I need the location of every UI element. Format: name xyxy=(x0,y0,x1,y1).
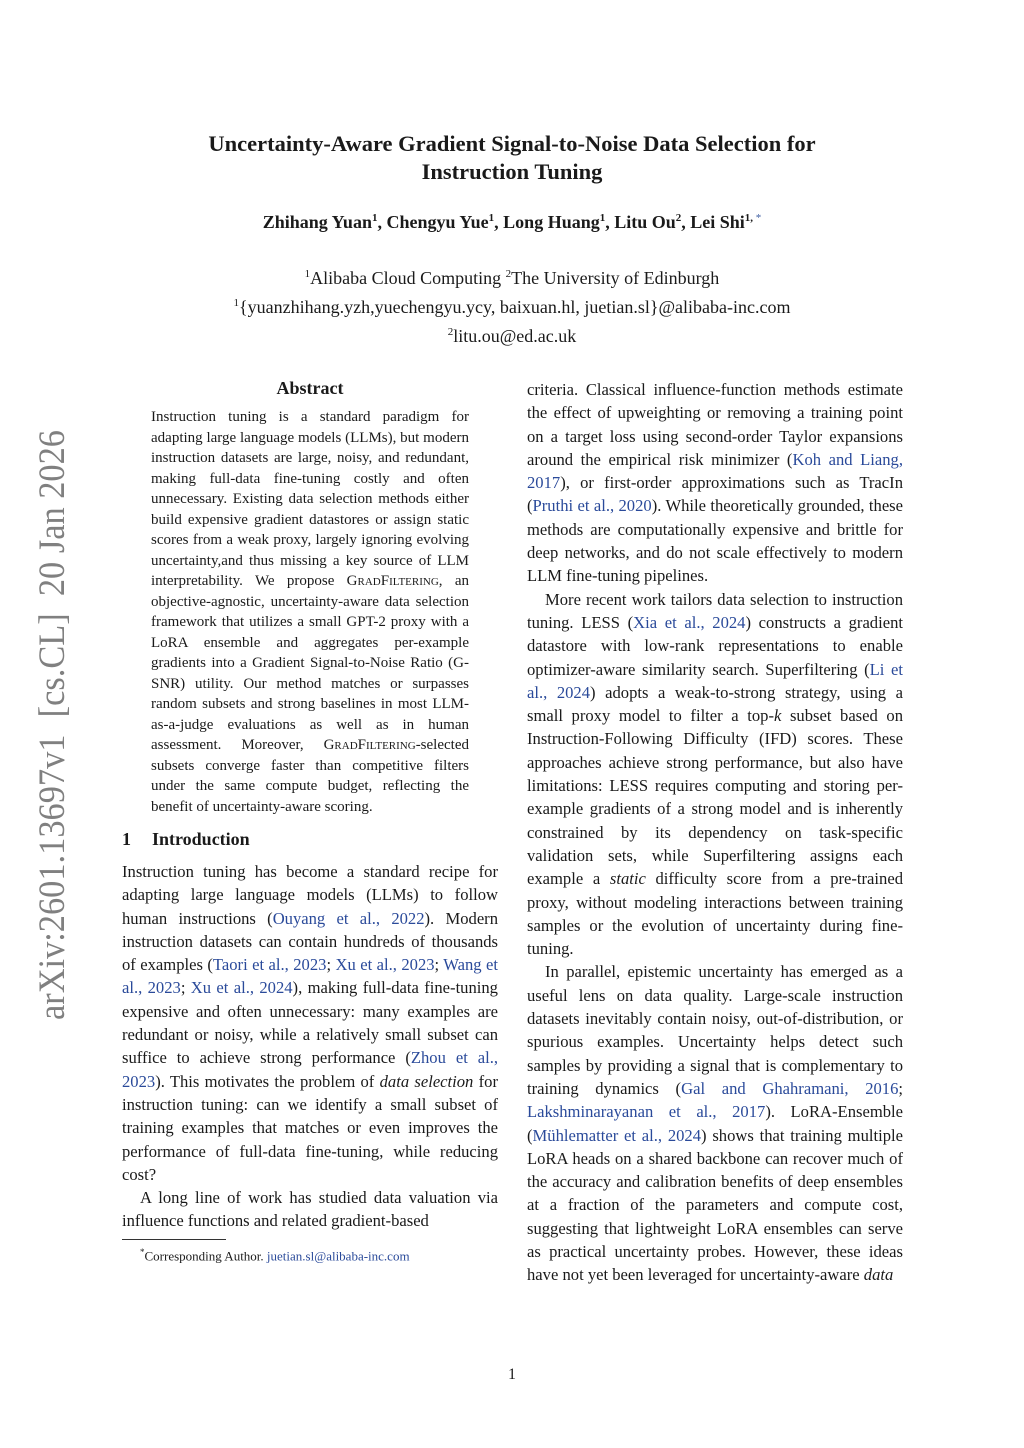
abstract-body: Instruction tuning is a standard paradigm for adapting large language models (LLMs), but modern instruction datasets are large, noisy, and redundant, making full-data fine-tuning costly and often unnecessary. Existing data selection methods either build expensive gradient datastores or assign static scores from a weak proxy, largely ignoring evolving uncertainty,and thus missing a key source of LLM interpretability. We propose GradFiltering, an objective-agnostic, uncertainty-aware data selection framework that utilizes a small GPT-2 proxy with a LoRA ensemble and aggregates per-example gradients into a Gradient Signal-to-Noise Ratio (G-SNR) utility. Our method matches or surpasses random subsets and strong baselines in most LLM-as-a-judge evaluations as well as in human assessment. Moreover, GradFiltering-selected subsets converge faster than competitive filters under the same compute budget, reflecting the benefit of uncertainty-aware scoring. xyxy=(151,409,469,815)
author-list: Zhihang Yuan$^1$, Chengyu Yue$^1$, Long Huang$^1$, Litu Ou$^2$, Lei Shi$^{1, *}$ xyxy=(262,212,762,232)
citation-link[interactable]: Xu et al., 2024 xyxy=(190,978,293,998)
arxiv-identifier xyxy=(26,430,76,1020)
footnote-divider xyxy=(122,1239,226,1240)
author-name: Zhihang Yuan xyxy=(262,212,372,232)
method-name: GradFiltering xyxy=(346,573,439,589)
citation-link[interactable]: Taori et al., 2023 xyxy=(212,955,327,975)
author-affil-sup: 1 xyxy=(599,212,606,224)
citation-link[interactable]: Li et al., 2024 xyxy=(527,659,903,702)
author-affil-sup: 2 xyxy=(675,212,682,224)
intro-paragraph-1: Instruction tuning has become a standard recipe for adapting large language models (LLMs) to follow human instructions (Ouyang et al., 2022). Modern instruction datasets can contain hundreds of thousands of examples (Taori et al., 2023; Xu et al., 2023; Wang et al., 2023; Xu et al., 2024), making full-data fine-tuning expensive and often unnecessary: many examples are redundant or noisy, while a relatively small subset can suffice to achieve strong performance (Zhou et al., 2023). This motivates the problem of data selection for instruction tuning: can we identify a small subset of training examples that matches or even improves the performance of full-data fine-tuning, while reducing cost? xyxy=(122,862,499,1184)
paper-title xyxy=(120,130,904,186)
intro-paragraph-3: criteria. Classical influence-function methods estimate the effect of upweighting or removing a training point on a target loss using second-order Taylor expansions around the empirical risk minimizer (Koh and Liang, 2017), or first-order approximations such as TracIn (Pruthi et al., 2020). While theoretically grounded, these methods are computationally expensive and brittle for deep networks, and do not scale effectively to modern LLM fine-tuning pipelines. xyxy=(527,380,904,586)
title-line-2: Instruction Tuning xyxy=(421,159,603,184)
method-name: GradFiltering xyxy=(323,737,416,753)
author-affil-sup: 1 xyxy=(488,212,495,224)
page-number: 1 xyxy=(508,1366,516,1383)
section-heading-introduction: 1 Introduction xyxy=(122,829,250,849)
citation-link[interactable]: Ouyang et al., 2022 xyxy=(272,908,425,928)
right-column xyxy=(527,378,903,1287)
intro-paragraph-5: In parallel, epistemic uncertainty has emerged as a useful lens on data quality. Large-scale instruction datasets inevitably contain noisy, out-of-distribution, or spurious examples. Uncertainty helps detect such samples by providing a signal that is complementary to training dynamics (Gal and Ghahramani, 2016; Lakshminarayanan et al., 2017). LoRA-Ensemble (Mühlematter et al., 2024) shows that training multiple LoRA heads on a shared backbone can recover much of the accuracy and calibration benefits of deep ensembles at a fraction of the parameters and compute cost, suggesting that lightweight LoRA ensembles can serve as practical uncertainty probes. However, these ideas have not yet been leveraged for uncertainty-aware data xyxy=(527,962,904,1285)
citation-link[interactable]: Pruthi et al., 2020 xyxy=(532,496,652,516)
citation-link[interactable]: Wang et al., 2023 xyxy=(122,955,499,998)
author-name: Lei Shi xyxy=(690,212,745,232)
author-name: Litu Ou xyxy=(614,212,676,232)
corresponding-author-mark[interactable]: * xyxy=(755,212,762,224)
intro-paragraph-4: More recent work tailors data selection to instruction tuning. LESS (Xia et al., 2024) constructs a gradient datastore with low-rank representations to enable optimizer-aware similarity search. Superfiltering (Li et al., 2024) adopts a weak-to-strong strategy, using a small proxy model to filter a top-k subset based on Instruction-Following Difficulty (IFD) scores. These approaches achieve strong performance, but also have limitations: LESS requires computing and storing per-example gradients of a strong model and is inherently constrained by its dependency on task-specific validation sets, while Superfiltering assigns each example a static difficulty score from a pre-trained proxy, without modeling interactions between training samples or the evolution of uncertainty during fine-tuning. xyxy=(527,589,904,959)
affiliation-email-2: $^2$litu.ou@ed.ac.uk xyxy=(447,326,577,346)
author-name: Long Huang xyxy=(503,212,600,232)
author-name: Chengyu Yue xyxy=(386,212,489,232)
affiliation-email-1: $^1${yuanzhihang.yzh,yuechengyu.ycy, baixuan.hl, juetian.sl}@alibaba-inc.com xyxy=(233,297,791,317)
citation-link[interactable]: Xia et al., 2024 xyxy=(633,612,746,632)
affiliations xyxy=(120,262,904,349)
intro-paragraph-2: A long line of work has studied data valuation via influence functions and related gradient-based xyxy=(122,1188,498,1231)
footnote-corresponding-author: *Corresponding Author. juetian.sl@alibaba-inc.com xyxy=(140,1246,410,1264)
citation-link[interactable]: Koh and Liang, 2017 xyxy=(527,449,903,493)
corresponding-email-link[interactable]: juetian.sl@alibaba-inc.com xyxy=(266,1248,410,1264)
affiliation-line-1: $^1$Alibaba Cloud Computing $^2$The University of Edinburgh xyxy=(304,268,720,288)
left-column xyxy=(122,378,498,1264)
abstract-heading: Abstract xyxy=(276,378,344,398)
arxiv-identifier-text: arXiv:2601.13697v1 [cs.CL] 20 Jan 2026 xyxy=(32,430,73,1020)
citation-link[interactable]: Xu et al., 2023 xyxy=(335,955,435,975)
title-line-1: Uncertainty-Aware Gradient Signal-to-Noise Data Selection for xyxy=(208,131,816,156)
citation-link[interactable]: Zhou et al., 2023 xyxy=(122,1048,498,1091)
author-affil-sup: 1, * xyxy=(744,212,762,224)
citation-link[interactable]: Gal and Ghahramani, 2016 xyxy=(681,1078,899,1098)
author-affil-sup: 1 xyxy=(371,212,378,224)
citation-link[interactable]: Mühlematter et al., 2024 xyxy=(532,1125,702,1145)
citation-link[interactable]: Lakshminarayanan et al., 2017 xyxy=(527,1102,766,1122)
